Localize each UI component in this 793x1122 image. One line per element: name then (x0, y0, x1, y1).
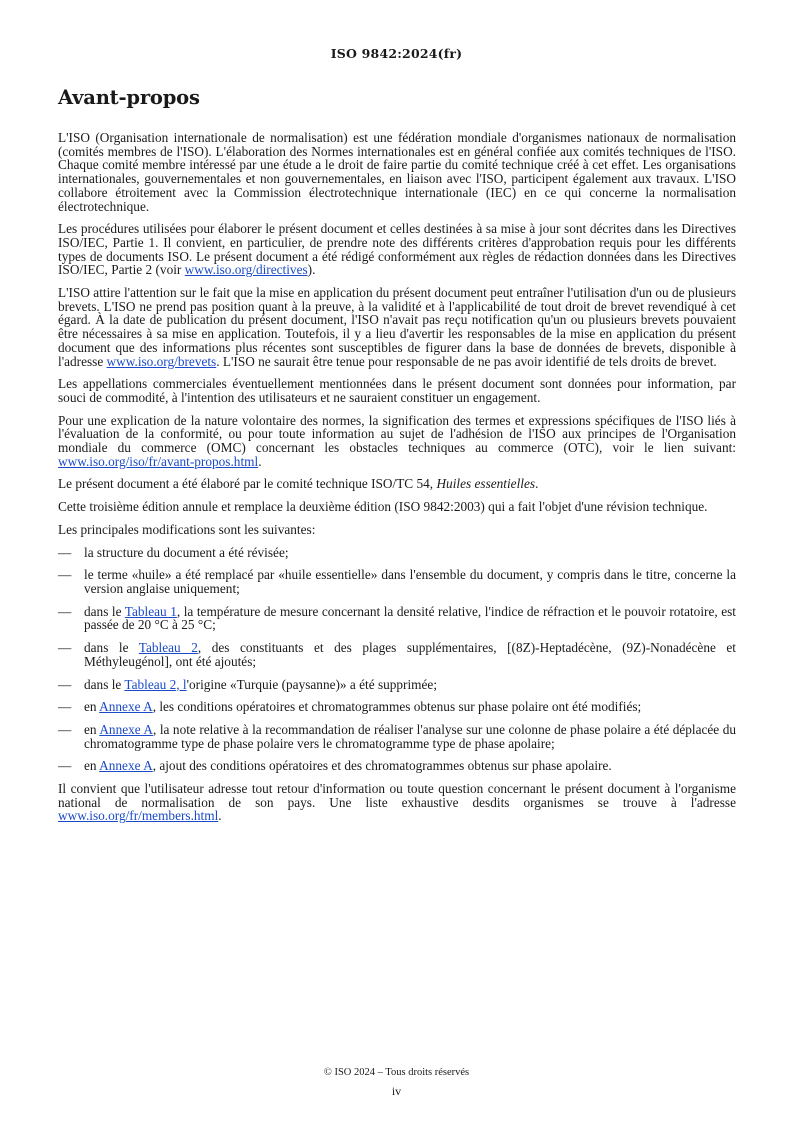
dash-marker: — (58, 676, 72, 692)
dash-marker: — (58, 603, 72, 619)
list-item-text: dans le (84, 603, 125, 619)
list-item-text: dans le (84, 676, 125, 692)
list-item (58, 678, 736, 692)
table-2-link[interactable]: Tableau 2, l (124, 676, 187, 692)
list-item (58, 605, 736, 632)
paragraph-text: . (258, 453, 262, 469)
table-2-link[interactable]: Tableau 2 (138, 640, 198, 656)
list-item-text: , la température de mesure concernant la densité relative, l'indice de réfraction et le pouvoir rotatoire, est passée de 20 °C à 25 °C; (84, 603, 736, 633)
dash-marker: — (58, 544, 72, 560)
list-item (58, 641, 736, 668)
patents-link[interactable]: www.iso.org/brevets (106, 353, 217, 369)
list-item-text: en (84, 721, 100, 737)
paragraph-text: . (535, 476, 539, 492)
paragraph-voluntary-nature (58, 414, 736, 469)
list-item-text: 'origine «Turquie (paysanne)» a été supprimée; (186, 676, 438, 692)
paragraph-text: Les procédures utilisées pour élaborer le présent document et celles destinées à sa mise à jour sont décrites dans les Directives ISO/IEC, Partie 1. Il convient, en particulier, de prendre note des différents critères d'approbation requis pour les différents types de documents ISO. Le présent document a été rédigé conformément aux règles de rédaction données dans les Directives ISO/IEC, Partie 2 (voir (58, 221, 736, 278)
paragraph-procedures (58, 222, 736, 277)
list-item-text: dans le (84, 640, 139, 656)
table-1-link[interactable]: Tableau 1 (124, 603, 177, 619)
list-item-text: la structure du document a été révisée; (84, 544, 289, 560)
paragraph-committee (58, 477, 736, 491)
paragraph-edition: Cette troisième édition annule et remplace la deuxième édition (ISO 9842:2003) qui a fait l'objet d'une révision technique. (58, 499, 708, 515)
list-item-text: , des constituants et des plages supplémentaires, [(8Z)-Heptadécène, (9Z)-Nonadécène et Méthyleugénol], ont été ajoutés; (84, 640, 736, 669)
paragraph-feedback (58, 782, 736, 823)
list-item (58, 568, 736, 595)
dash-marker: — (58, 721, 72, 737)
paragraph-trade-names: Les appellations commerciales éventuellement mentionnées dans le présent document sont données pour information, par souci de commodité, à l'intention des utilisateurs et ne sauraient constituer un engagement. (58, 376, 736, 405)
committee-title: Huiles essentielles (436, 476, 536, 492)
paragraph-patents (58, 286, 736, 368)
paragraph-text: Il convient que l'utilisateur adresse tout retour d'information ou toute question concernant le présent document à l'organisme national de normalisation de son pays. Une liste exhaustive desdits organismes se trouve à l'adresse (58, 781, 736, 810)
dash-marker: — (58, 758, 72, 774)
list-item-text: en (84, 758, 100, 774)
dash-marker: — (58, 567, 72, 583)
list-item (58, 546, 736, 560)
paragraph-text: . L'ISO ne saurait être tenue pour responsable de ne pas avoir identifié de tels droits de brevet. (216, 353, 717, 369)
paragraph-text: Le présent document a été élaboré par le comité technique ISO/TC 54, (58, 476, 437, 492)
list-item (58, 723, 736, 750)
dash-marker: — (58, 640, 72, 656)
foreword-link[interactable]: www.iso.org/iso/fr/avant-propos.html (58, 453, 259, 469)
document-identifier: ISO 9842:2024(fr) (330, 46, 463, 61)
list-item (58, 700, 736, 714)
paragraph-text: ). (307, 262, 316, 278)
dash-marker: — (58, 699, 72, 715)
page-number: iv (391, 1084, 402, 1098)
list-item-text: , la note relative à la recommandation de réaliser l'analyse sur une colonne de phase polaire a été déplacée du chromatogramme type de phase polaire vers le chromatogramme type de phase apolaire; (84, 721, 737, 751)
members-link[interactable]: www.iso.org/fr/members.html (58, 808, 219, 824)
list-item-text: , ajout des conditions opératoires et des chromatogrammes obtenus sur phase apolaire. (152, 758, 612, 774)
changes-list (58, 546, 736, 773)
list-item (58, 759, 736, 773)
directives-link[interactable]: www.iso.org/directives (184, 262, 308, 278)
paragraph-iso-intro: L'ISO (Organisation internationale de normalisation) est une fédération mondiale d'organismes nationaux de normalisation (comités membres de l'ISO). L'élaboration des Normes internationales est en général confiée aux comités techniques de l'ISO. Chaque comité membre intéressé par une étude a le droit de faire partie du comité technique créé à cet effet. Les organisations internationales, gouvernementales et non gouvernementales, en liaison avec l'ISO, participent également aux travaux. L'ISO collabore étroitement avec la Commission électrotechnique internationale (IEC) en ce qui concerne la normalisation électrotechnique. (58, 130, 736, 214)
list-item-text: le terme «huile» a été remplacé par «huile essentielle» dans l'ensemble du document, y compris dans le titre, concerne la version anglaise uniquement; (84, 567, 736, 596)
copyright-notice: © ISO 2024 – Tous droits réservés (323, 1067, 470, 1078)
annex-a-link[interactable]: Annexe A (99, 758, 153, 774)
foreword-body (58, 131, 736, 832)
annex-a-link[interactable]: Annexe A (99, 721, 154, 737)
annex-a-link[interactable]: Annexe A (99, 699, 153, 715)
paragraph-text: Pour une explication de la nature volontaire des normes, la signification des termes et expressions spécifiques de l'ISO liés à l'évaluation de la conformité, ou pour toute information au sujet de l'adhésion de l'ISO aux principes de l'Organisation mondiale du commerce (OMC) concernant les obstacles techniques au commerce (OTC), voir le lien suivant: (58, 412, 736, 456)
paragraph-text: L'ISO attire l'attention sur le fait que la mise en application du présent document peut entraîner l'utilisation d'un ou de plusieurs brevets. L'ISO ne prend pas position quant à la preuve, à la validité et à l'applicabilité de tout droit de brevet revendiqué à cet égard. À la date de publication du présent document, l'ISO n'avait pas reçu notification qu'un ou plusieurs brevets pouvaient être nécessaires à sa mise en application. Toutefois, il y a lieu d'avertir les responsables de la mise en application du présent document que des informations plus récentes sont susceptibles de figurer dans la base de données de brevets, disponible à l'adresse (58, 285, 736, 369)
paragraph-changes-intro: Les principales modifications sont les suivantes: (58, 521, 316, 537)
paragraph-text: . (218, 808, 222, 824)
section-title: Avant-propos (58, 86, 200, 109)
list-item-text: , les conditions opératoires et chromatogrammes obtenus sur phase polaire ont été modifiés; (152, 699, 642, 715)
list-item-text: en (84, 699, 100, 715)
